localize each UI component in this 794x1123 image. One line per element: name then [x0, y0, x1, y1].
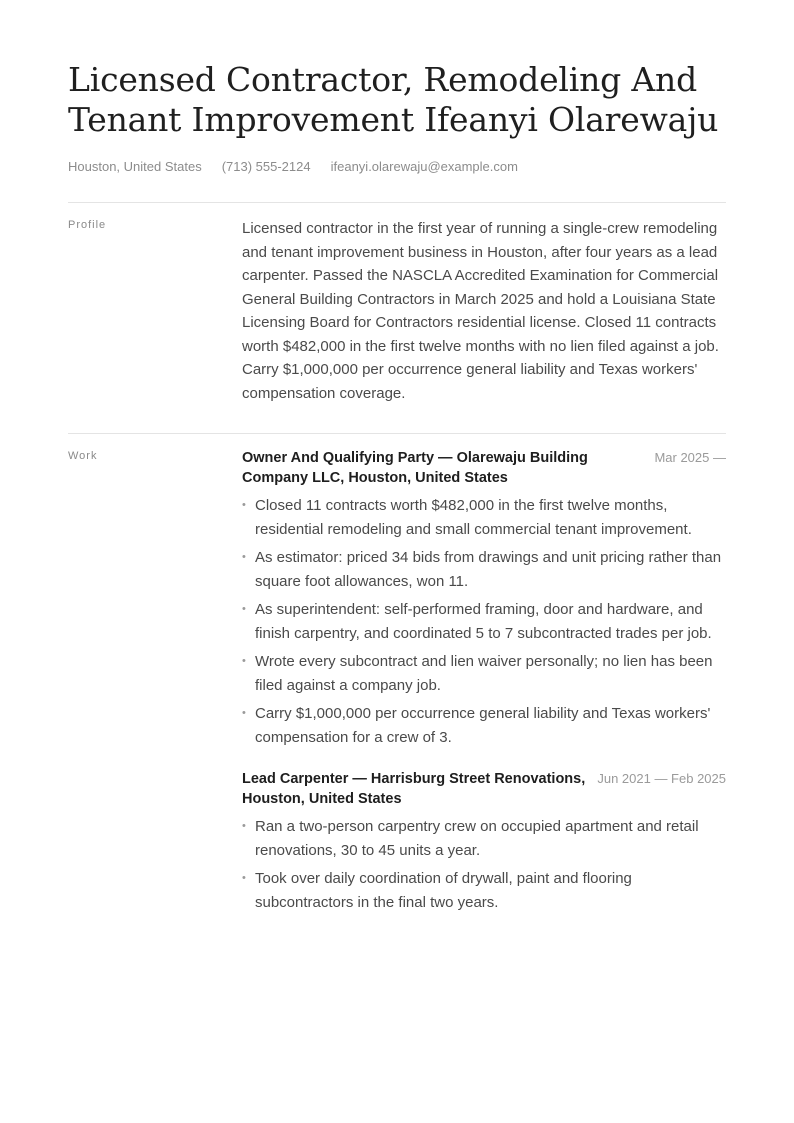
job-bullet — [242, 815, 726, 862]
job-entry — [242, 769, 726, 914]
bullet-dot-icon: • — [242, 872, 246, 884]
job-bullet-text: Took over daily coordination of drywall, paint and flooring subcontractors in the final two years. — [255, 870, 632, 911]
job-bullet — [242, 546, 726, 593]
candidate-name: Licensed Contractor, Remodeling And Tenant Improvement Ifeanyi Olarewaju — [68, 60, 719, 139]
job-title: Lead Carpenter — Harrisburg Street Renovations, Houston, United States — [242, 771, 586, 807]
job-header — [242, 769, 726, 809]
bullet-dot-icon: • — [242, 707, 246, 719]
location-text: Houston, United States — [68, 159, 202, 174]
job-bullet — [242, 494, 726, 541]
contact-line — [68, 159, 726, 174]
profile-section — [68, 202, 726, 405]
work-section — [68, 433, 726, 919]
job-bullet-text: Ran a two-person carpentry crew on occupied apartment and retail renovations, 30 to 45 units a year. — [255, 818, 699, 859]
job-header — [242, 448, 726, 488]
job-bullet-text: As superintendent: self-performed framing, door and hardware, and finish carpentry, and coordinated 5 to 7 subcontracted trades per job. — [255, 601, 712, 642]
profile-body — [242, 217, 726, 405]
profile-section-label: Profile — [68, 219, 107, 231]
job-bullet-text: Wrote every subcontract and lien waiver personally; no lien has been filed against a company job. — [255, 653, 713, 694]
job-entry — [242, 448, 726, 749]
work-body — [242, 448, 726, 919]
resume-page — [68, 60, 726, 919]
job-bullet — [242, 702, 726, 749]
bullet-dot-icon: • — [242, 499, 246, 511]
job-bullet — [242, 598, 726, 645]
email-link[interactable]: ifeanyi.olarewaju@example.com — [330, 159, 518, 174]
job-bullet-text: Closed 11 contracts worth $482,000 in the first twelve months, residential remodeling and small commercial tenant improvement. — [255, 497, 692, 538]
phone-text: (713) 555-2124 — [221, 159, 311, 174]
job-bullet-list — [242, 815, 726, 914]
job-bullet-text: Carry $1,000,000 per occurrence general liability and Texas workers' compensation for a crew of 3. — [255, 705, 711, 746]
job-bullet-list — [242, 494, 726, 749]
profile-summary: Licensed contractor in the first year of running a single-crew remodeling and tenant improvement business in Houston, after four years as a lead carpenter. Passed the NASCLA Accredited Examination for Commercial General Building Contractors in March 2025 and hold a Louisiana State Licensing Board for Contractors residential license. Closed 11 contracts worth $482,000 in the first twelve months with no lien filed against a job. Carry $1,000,000 per occurrence general liability and Texas workers' compensation coverage. — [242, 220, 719, 402]
job-date: Mar 2025 — — [654, 450, 726, 465]
job-bullet — [242, 650, 726, 697]
work-section-label: Work — [68, 450, 98, 462]
bullet-dot-icon: • — [242, 655, 246, 667]
bullet-dot-icon: • — [242, 603, 246, 615]
job-bullet-text: As estimator: priced 34 bids from drawings and unit pricing rather than square foot allowances, won 11. — [255, 549, 722, 590]
bullet-dot-icon: • — [242, 551, 246, 563]
bullet-dot-icon: • — [242, 820, 246, 832]
job-title: Owner And Qualifying Party — Olarewaju Building Company LLC, Houston, United States — [242, 450, 588, 486]
job-bullet — [242, 867, 726, 914]
job-date: Jun 2021 — Feb 2025 — [597, 771, 726, 786]
